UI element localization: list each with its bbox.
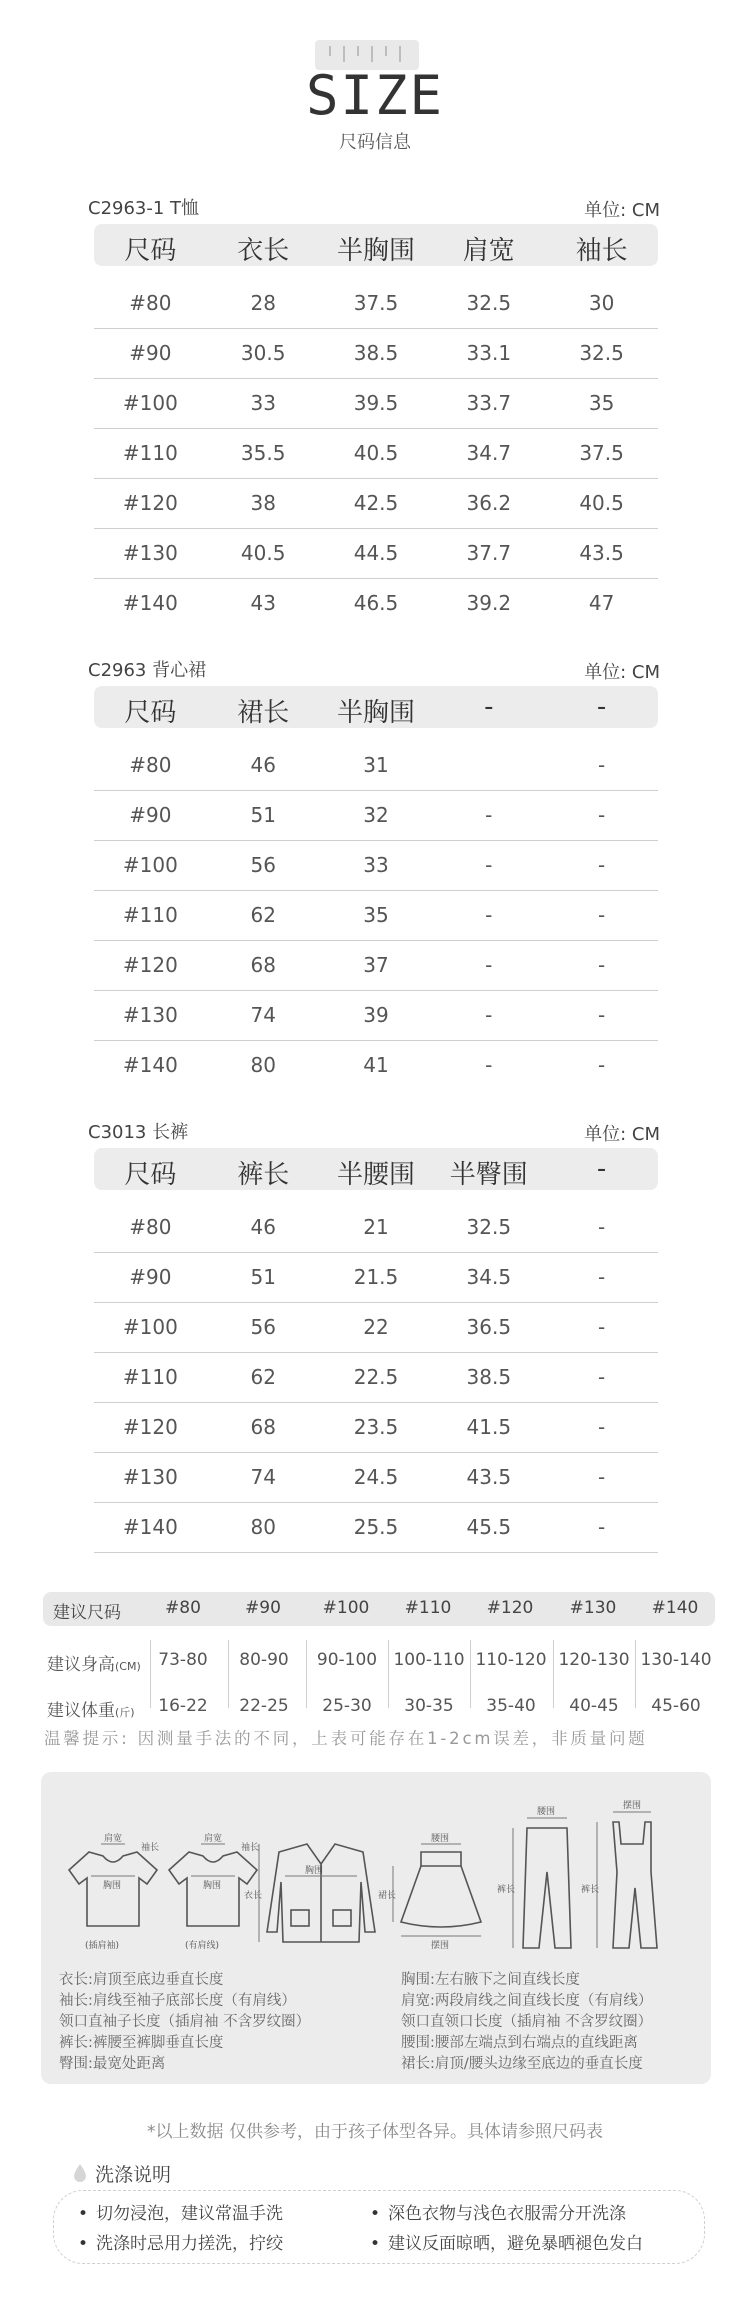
table-cell: #130 — [122, 541, 178, 565]
skirt-icon — [421, 1852, 461, 1866]
column-header: 半臀围 — [449, 1160, 528, 1190]
table-cell: 37.5 — [579, 441, 624, 465]
suggestion-height: 90-100 — [316, 1650, 378, 1670]
table-cell: #140 — [122, 1053, 178, 1077]
column-header: 裤长 — [237, 1160, 290, 1190]
table-cell: 43.5 — [579, 541, 624, 565]
table-cell: 38 — [250, 491, 276, 515]
column-header: 半胸围 — [336, 236, 415, 266]
table-cell: 45.5 — [466, 1515, 512, 1539]
table-cell: 37.5 — [353, 291, 399, 315]
column-header: 尺码 — [124, 1160, 177, 1190]
suggestion-size: #110 — [404, 1598, 452, 1618]
table-cell: 21.5 — [353, 1265, 399, 1289]
suggestion-weight: 25-30 — [322, 1696, 372, 1716]
wash-item: • 建议反面晾晒，避免暴晒褪色发白 — [370, 2229, 643, 2254]
table-cell: - — [597, 1315, 606, 1339]
table-cell: 80 — [250, 1515, 276, 1539]
column-header: 尺码 — [124, 698, 177, 728]
diagram-label: 裤长 — [497, 1885, 516, 1895]
table-cell: - — [597, 1515, 606, 1539]
table-cell: #120 — [122, 953, 178, 977]
diagram-label: 肩宽 — [104, 1834, 123, 1844]
suggestion-size: #90 — [245, 1598, 281, 1618]
table-cell: 32.5 — [466, 1215, 512, 1239]
diagram-label: 摆围 — [623, 1801, 642, 1811]
table-cell: 39 — [363, 1003, 389, 1027]
suggestion-header-label: 建议尺码 — [53, 1603, 121, 1623]
diagram-label: (有肩线) — [185, 1941, 220, 1951]
suggestion-weight: 45-60 — [651, 1696, 701, 1716]
table-cell: #130 — [122, 1465, 178, 1489]
water-drop-icon — [72, 2163, 88, 2183]
suggestion-size: #140 — [651, 1598, 699, 1618]
size-title: SIZE — [305, 64, 445, 127]
table-cell: 56 — [250, 1315, 276, 1339]
table-cell: 43.5 — [466, 1465, 512, 1489]
table-cell: 44.5 — [353, 541, 399, 565]
table-cell: 23.5 — [353, 1415, 399, 1439]
suggestion-height: 80-90 — [239, 1650, 289, 1670]
suggestion-height: 73-80 — [158, 1650, 208, 1670]
table-cell: 34.5 — [466, 1265, 512, 1289]
grid-divider — [470, 1640, 471, 1708]
suggestion-weight-label: 建议体重(斤) — [47, 1701, 135, 1721]
table-cell: #140 — [122, 1515, 178, 1539]
table-cell: 39.5 — [353, 391, 399, 415]
table-cell: - — [485, 803, 493, 827]
table-cell: 32.5 — [579, 341, 624, 365]
grid-divider — [388, 1640, 389, 1708]
table-row — [94, 990, 658, 1041]
column-header: 衣长 — [237, 236, 290, 266]
diagram-label: 裤长 — [581, 1885, 600, 1895]
table-row — [94, 1452, 658, 1503]
definition-right: 裙长:肩顶/腰头边缘至底边的垂直长度 — [401, 2056, 643, 2072]
suggestion-size: #100 — [322, 1598, 370, 1618]
table-cell: 80 — [250, 1053, 276, 1077]
table-cell: - — [597, 1265, 606, 1289]
table-row — [94, 1302, 658, 1353]
table-unit: 单位: CM — [584, 662, 660, 683]
diagram-label: 摆围 — [431, 1941, 450, 1951]
table-cell: 39.2 — [466, 591, 512, 615]
table-cell: #110 — [122, 903, 178, 927]
diagram-label: 袖长 — [141, 1843, 160, 1853]
table-cell: #80 — [129, 291, 172, 315]
table-row — [94, 940, 658, 991]
column-header: - — [484, 692, 494, 722]
table-cell: #110 — [122, 441, 178, 465]
diagram-label: 袖长 — [241, 1843, 260, 1853]
table-cell: 21 — [363, 1215, 389, 1239]
table-cell: 30 — [588, 291, 615, 315]
table-cell: 22 — [363, 1315, 389, 1339]
grid-divider — [635, 1640, 636, 1708]
definition-left: 领口直袖子长度（插肩袖 不含罗纹圈） — [59, 2014, 311, 2030]
definition-left: 衣长:肩顶至底边垂直长度 — [59, 1972, 224, 1988]
definition-left: 袖长:肩线至袖子底部长度（有肩线） — [59, 1993, 296, 2009]
suggestion-size: #120 — [486, 1598, 534, 1618]
table-cell: - — [597, 953, 606, 977]
table-cell: - — [597, 1215, 606, 1239]
table-cell: - — [597, 853, 606, 877]
table-cell: #120 — [122, 491, 178, 515]
measurement-panel — [41, 1772, 711, 2084]
table-cell: 46.5 — [353, 591, 399, 615]
table-row — [94, 1202, 658, 1253]
table-cell: 62 — [250, 1365, 276, 1389]
table-cell: #140 — [122, 591, 178, 615]
table-cell: - — [597, 753, 606, 777]
table-cell: - — [485, 853, 493, 877]
table-cell: 74 — [250, 1465, 276, 1489]
table-cell: 40.5 — [579, 491, 624, 515]
table-cell: 36.5 — [466, 1315, 512, 1339]
table-cell: 35.5 — [240, 441, 286, 465]
suggestion-height: 120-130 — [558, 1650, 630, 1670]
table-header — [94, 686, 658, 728]
suggestion-height-label: 建议身高(CM) — [47, 1655, 141, 1675]
table-cell: 24.5 — [353, 1465, 399, 1489]
wash-title: 洗涤说明 — [95, 2164, 172, 2186]
table-cell: 38.5 — [353, 341, 399, 365]
suggestion-weight: 30-35 — [404, 1696, 454, 1716]
table-row — [94, 1352, 658, 1403]
table-cell: - — [597, 1415, 606, 1439]
table-cell: - — [485, 1003, 493, 1027]
suggestion-header — [43, 1592, 715, 1626]
table-cell: #80 — [129, 753, 172, 777]
table-cell: #100 — [122, 391, 178, 415]
table-row — [94, 378, 658, 429]
column-header: 半腰围 — [336, 1160, 415, 1190]
diagram-label: 肩宽 — [204, 1834, 223, 1844]
size-subtitle: 尺码信息 — [339, 132, 411, 153]
table-cell: #90 — [129, 1265, 172, 1289]
diagram-label: 胸围 — [305, 1866, 324, 1876]
table-cell: #90 — [129, 341, 172, 365]
table-title: C3013 长裤 — [88, 1122, 189, 1143]
column-header: 裙长 — [237, 698, 290, 728]
table-cell: 38.5 — [466, 1365, 512, 1389]
pants-icon — [523, 1828, 571, 1948]
table-row — [94, 578, 658, 628]
table-row — [94, 528, 658, 579]
table-cell: 41 — [363, 1053, 389, 1077]
table-cell: - — [597, 1053, 606, 1077]
table-cell: 56 — [250, 853, 276, 877]
table-cell: 51 — [250, 803, 276, 827]
table-cell: 28 — [250, 291, 276, 315]
suggestion-size: #130 — [569, 1598, 617, 1618]
table-cell: 33 — [363, 853, 389, 877]
table-cell: 32.5 — [466, 291, 512, 315]
diagram-label: 裙长 — [378, 1891, 397, 1901]
table-row — [94, 428, 658, 479]
table-cell: 30.5 — [240, 341, 286, 365]
definition-left: 裤长:裤腰至裤脚垂直长度 — [59, 2035, 224, 2051]
table-cell: 46 — [250, 1215, 276, 1239]
table-row — [94, 1502, 658, 1553]
column-header: 袖长 — [575, 236, 628, 266]
table-cell: 36.2 — [466, 491, 512, 515]
diagram-label: 腰围 — [537, 1807, 556, 1817]
column-header: - — [596, 692, 607, 722]
table-row — [94, 478, 658, 529]
wash-item: • 深色衣物与浅色衣服需分开洗涤 — [370, 2199, 626, 2224]
table-row — [94, 278, 658, 329]
suggestion-weight: 16-22 — [158, 1696, 208, 1716]
table-cell: #80 — [129, 1215, 172, 1239]
definition-right: 腰围:腰部左端点到右端点的直线距离 — [401, 2035, 638, 2051]
diagram-label: (插肩袖) — [85, 1941, 120, 1951]
table-row — [94, 1252, 658, 1303]
table-cell: #110 — [122, 1365, 178, 1389]
table-title: C2963-1 T恤 — [88, 198, 200, 219]
table-cell: - — [485, 1053, 493, 1077]
size-tip: 温馨提示: 因测量手法的不同，上表可能存在1-2cm误差，非质量问题 — [44, 1729, 648, 1748]
table-cell: 35 — [588, 391, 615, 415]
diagram-label: 胸围 — [203, 1881, 222, 1891]
diagram-label: 胸围 — [103, 1881, 122, 1891]
table-header — [94, 224, 658, 266]
table-cell: 51 — [250, 1265, 276, 1289]
table-cell: 33 — [250, 391, 276, 415]
table-cell: 40.5 — [353, 441, 399, 465]
table-row — [94, 890, 658, 941]
table-cell: - — [485, 953, 493, 977]
table-cell: - — [485, 903, 493, 927]
grid-divider — [306, 1640, 307, 1708]
table-cell: 41.5 — [466, 1415, 512, 1439]
table-cell: 35 — [363, 903, 389, 927]
grid-divider — [553, 1640, 554, 1708]
table-row — [94, 740, 658, 791]
column-header: 尺码 — [124, 236, 177, 266]
table-cell: 40.5 — [240, 541, 286, 565]
wash-item: • 切勿浸泡，建议常温手洗 — [78, 2199, 283, 2224]
column-header: 肩宽 — [462, 236, 515, 266]
table-cell: #90 — [129, 803, 172, 827]
table-row — [94, 790, 658, 841]
suggestion-height: 130-140 — [640, 1650, 712, 1670]
table-cell: - — [597, 1465, 606, 1489]
column-header: - — [596, 1154, 607, 1184]
table-cell: 32 — [363, 803, 389, 827]
definition-right: 肩宽:两段肩线之间直线长度（有肩线） — [401, 1993, 653, 2009]
table-cell: 25.5 — [353, 1515, 399, 1539]
table-cell: - — [597, 803, 606, 827]
grid-divider — [228, 1640, 229, 1708]
table-cell: 74 — [250, 1003, 276, 1027]
column-header: 半胸围 — [336, 698, 415, 728]
diagram-label: 衣长 — [244, 1891, 263, 1901]
overalls-icon — [613, 1822, 657, 1948]
table-header — [94, 1148, 658, 1190]
table-cell: #100 — [122, 853, 178, 877]
table-cell: 42.5 — [353, 491, 399, 515]
table-cell: - — [597, 1365, 606, 1389]
table-row — [94, 328, 658, 379]
suggestion-weight: 40-45 — [569, 1696, 619, 1716]
table-cell: - — [597, 903, 606, 927]
table-cell: 37 — [363, 953, 389, 977]
table-cell: #120 — [122, 1415, 178, 1439]
table-cell: 34.7 — [466, 441, 512, 465]
suggestion-weight: 35-40 — [486, 1696, 536, 1716]
table-cell: #100 — [122, 1315, 178, 1339]
table-cell: 43 — [250, 591, 276, 615]
table-row — [94, 1402, 658, 1453]
table-unit: 单位: CM — [584, 1124, 660, 1145]
grid-divider — [150, 1640, 151, 1708]
table-cell: 62 — [250, 903, 276, 927]
definition-right: 胸围:左右腋下之间直线长度 — [401, 1972, 580, 1988]
definition-left: 臀围:最宽处距离 — [59, 2056, 166, 2072]
table-cell: 46 — [250, 753, 276, 777]
suggestion-weight: 22-25 — [239, 1696, 289, 1716]
suggestion-height-row — [43, 1636, 715, 1690]
table-cell: 68 — [250, 953, 276, 977]
suggestion-height: 100-110 — [393, 1650, 465, 1670]
table-cell: 22.5 — [353, 1365, 399, 1389]
table-cell: 33.1 — [466, 341, 512, 365]
table-cell: 33.7 — [466, 391, 512, 415]
table-unit: 单位: CM — [584, 200, 660, 221]
definition-right: 领口直领口长度（插肩袖 不含罗纹圈） — [401, 2014, 653, 2030]
table-row — [94, 840, 658, 891]
table-cell: 37.7 — [466, 541, 512, 565]
table-title: C2963 背心裙 — [88, 660, 207, 681]
wash-instructions-box — [53, 2190, 705, 2264]
table-cell: #130 — [122, 1003, 178, 1027]
diagram-label: 腰围 — [431, 1834, 450, 1844]
table-cell: 47 — [588, 591, 615, 615]
table-cell: 68 — [250, 1415, 276, 1439]
suggestion-height: 110-120 — [475, 1650, 547, 1670]
table-cell: - — [597, 1003, 606, 1027]
table-cell: 31 — [363, 753, 389, 777]
table-row — [94, 1040, 658, 1090]
suggestion-size: #80 — [165, 1598, 201, 1618]
disclaimer: *以上数据 仅供参考，由于孩子体型各异。具体请参照尺码表 — [147, 2122, 603, 2142]
wash-item: • 洗涤时忌用力搓洗，拧绞 — [78, 2229, 283, 2254]
